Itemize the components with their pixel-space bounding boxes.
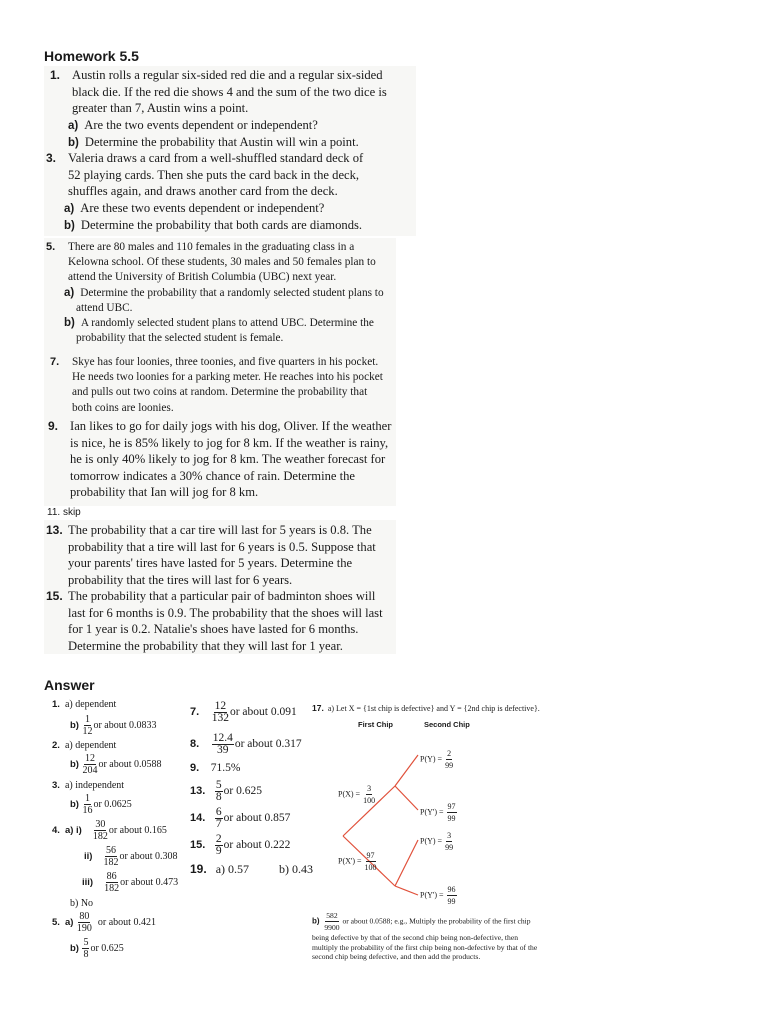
question-text: The probability that a car tire will last for 5 years is 0.8. The probability that a tire will last for 6 years is 0.5. Suppose that your parents' tires have lasted for 5 years. Determine the probability that the tires will last for 6 years. bbox=[68, 523, 376, 587]
answer-4iii: iii) $\frac{86}{182}$ or about 0.473 bbox=[82, 871, 179, 894]
question-text: The probability that a particular pair of badminton shoes will last for 6 months is 0.9. The probability that the shoes will last for 1 year is 0.2. Natalie's shoes have lasted for 6 months. Determine the probability that they will last for 1 year. bbox=[68, 589, 383, 653]
part-b: b) Determine the probability that Austin will win a point. bbox=[68, 135, 359, 150]
tree-px: P(X) = $\frac{3}{100}$ bbox=[338, 784, 376, 805]
tree-pxc: P(X') = $\frac{97}{100}$ bbox=[338, 851, 377, 872]
answer-1a: 1. a) dependent bbox=[52, 699, 117, 710]
answer-2b: b) $\frac{12}{204}$ or about 0.0588 bbox=[70, 753, 162, 776]
answer-9: 9. 71.5% bbox=[190, 762, 241, 774]
answer-1b: b) $\frac{1}{12}$ or about 0.0833 bbox=[70, 714, 157, 737]
part-a: a) Are these two events dependent or independent? bbox=[64, 200, 325, 215]
answer-title: Answer bbox=[44, 677, 95, 693]
tree-col-first-chip: First Chip bbox=[358, 720, 393, 729]
answer-3b: b) $\frac{1}{16}$ or 0.0625 bbox=[70, 793, 132, 816]
branch-x-y bbox=[395, 755, 418, 786]
part-b-text: A randomly selected student plans to attend UBC. Determine the probability that the selected student is female. bbox=[76, 317, 374, 345]
tree-pyc-1: P(Y') = $\frac{97}{99}$ bbox=[420, 802, 456, 823]
answer-17-intro: 17. a) Let X = {1st chip is defective} and Y = {2nd chip is defective}. bbox=[312, 703, 540, 713]
answer-17b: b) $\frac{582}{9900}$ or about 0.0588; e.g., Multiply the probability of the first chip being defective by that of the second chip being non-defective, then multiply the probability of the first chip being non-defective by that of the second chip being defective, and then add the products. bbox=[312, 911, 538, 962]
part-b-text: Determine the probability that Austin will win a point. bbox=[84, 135, 359, 150]
question-number: 13. bbox=[46, 523, 63, 537]
part-a-text: Are the two events dependent or independent? bbox=[84, 117, 318, 132]
question-number: 9. bbox=[48, 419, 59, 433]
answer-4b: b) No bbox=[70, 898, 94, 909]
branch-xc-yc bbox=[395, 886, 418, 895]
answer-15: 15. $\frac{2}{9}$ or about 0.222 bbox=[190, 833, 291, 857]
tree-py-1: P(Y) = $\frac{2}{99}$ bbox=[420, 749, 454, 770]
answer-19: 19. a) 0.57 b) 0.43 bbox=[190, 862, 314, 876]
tree-pyc-2: P(Y') = $\frac{96}{99}$ bbox=[420, 885, 456, 906]
tree-py-2: P(Y) = $\frac{3}{99}$ bbox=[420, 831, 454, 852]
answer-4ii: ii) $\frac{56}{182}$ or about 0.308 bbox=[84, 845, 178, 868]
question-number: 1. bbox=[50, 68, 61, 82]
question-number: 5. bbox=[46, 241, 56, 253]
answer-4i: 4. a) i) $\frac{30}{182}$ or about 0.165 bbox=[52, 819, 167, 842]
question-text: Ian likes to go for daily jogs with his dog, Oliver. If the weather is nice, he is 85% likely to jog for 8 km. If the weather is rainy, he is only 40% likely to jog for 8 km. The weather forecast for tomorrow indicates a 30% chance of rain. Determine the probability that Ian will jog for 8 km. bbox=[70, 419, 392, 500]
question-text: There are 80 males and 110 females in the graduating class in a Kelowna school. Of these students, 30 males and 50 females plan to attend the University of British Columbia (UBC) next year. bbox=[68, 241, 376, 284]
question-number: 3. bbox=[46, 151, 57, 165]
homework-title: Homework 5.5 bbox=[44, 48, 139, 64]
answer-7: 7. $\frac{12}{132}$ or about 0.091 bbox=[190, 700, 297, 724]
answer-3a: 3. a) independent bbox=[52, 780, 125, 791]
part-b-text: Determine the probability that both cards are diamonds. bbox=[80, 218, 363, 233]
branch-xc-y bbox=[395, 840, 418, 886]
part-a-text: Are these two events dependent or independent? bbox=[80, 200, 325, 215]
part-a: a) Determine the probability that a randomly selected student plans to attend UBC. bbox=[64, 286, 384, 314]
part-a: a) Are the two events dependent or independent? bbox=[68, 117, 318, 132]
question-text: Skye has four loonies, three toonies, and five quarters in his pocket. He needs two loonies for a parking meter. He reaches into his pocket and pulls out two coins at random. Determine the probability that both coins are loonies. bbox=[72, 356, 383, 414]
answer-5b: b) $\frac{5}{8}$ or 0.625 bbox=[70, 937, 124, 960]
question-number: 7. bbox=[50, 356, 60, 368]
question-text: Valeria draws a card from a well-shuffled standard deck of 52 playing cards. Then she puts the card back in the deck, shuffles again, and draws another card from the deck. bbox=[68, 151, 364, 199]
question-11-skip: 11. skip bbox=[47, 507, 81, 518]
part-a-text: Determine the probability that a randomly selected student plans to attend UBC. bbox=[76, 286, 384, 314]
answer-14: 14. $\frac{6}{7}$ or about 0.857 bbox=[190, 806, 291, 830]
question-number: 15. bbox=[46, 589, 63, 603]
part-b: b) A randomly selected student plans to attend UBC. Determine the probability that the selected student is female. bbox=[64, 317, 374, 345]
tree-col-second-chip: Second Chip bbox=[424, 720, 470, 729]
question-text: Austin rolls a regular six-sided red die and a regular six-sided black die. If the red die shows 4 and the sum of the two dice is greater than 7, Austin wins a point. bbox=[72, 68, 387, 116]
branch-x-yc bbox=[395, 786, 418, 810]
answer-13: 13. $\frac{5}{8}$ or 0.625 bbox=[190, 779, 263, 803]
answer-5a: 5. a) $\frac{80}{190}$ or about 0.421 bbox=[52, 911, 156, 934]
answer-8: 8. $\frac{12.4}{39}$ or about 0.317 bbox=[190, 732, 302, 756]
answer-2a: 2. a) dependent bbox=[52, 740, 117, 751]
part-b: b) Determine the probability that both cards are diamonds. bbox=[64, 218, 363, 233]
